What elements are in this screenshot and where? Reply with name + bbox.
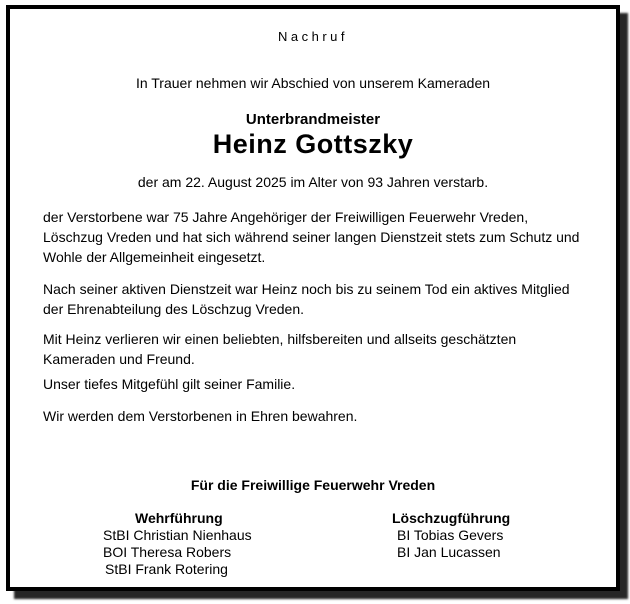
signature-column-right bbox=[392, 510, 510, 561]
column-heading-loeschzugfuehrung: Löschzugführung bbox=[392, 510, 511, 526]
notice-heading: Nachruf bbox=[277, 29, 349, 44]
death-line: der am 22. August 2025 im Alter von 93 Jahren verstarb. bbox=[137, 174, 489, 190]
paragraph-membership: der Verstorbene war 75 Jahre Angehöriger der Freiwilligen Feuerwehr Vreden, Löschzug Vreden und hat sich während seiner langen Dienstzeit stets zum Schutz und Wohle der Allgemeinheit eingesetzt. bbox=[43, 209, 580, 265]
signatory-name: BOI Theresa Robers bbox=[103, 544, 232, 560]
signatory-name: BI Jan Lucassen bbox=[397, 544, 501, 560]
paragraph-honor: Wir werden dem Verstorbenen in Ehren bewahren. bbox=[43, 408, 358, 424]
signature-column-left bbox=[103, 510, 252, 578]
deceased-name: Heinz Gottszky bbox=[212, 129, 414, 159]
signature-title: Für die Freiwillige Feuerwehr Vreden bbox=[190, 477, 436, 493]
paragraph-loss: Mit Heinz verlieren wir einen beliebten, hilfsbereiten und allseits geschätzten Kameraden und Freund. bbox=[43, 331, 517, 367]
signatory-name: StBI Frank Rotering bbox=[105, 561, 228, 577]
paragraph-honorary: Nach seiner aktiven Dienstzeit war Heinz noch bis zu seinem Tod ein aktives Mitglied der Ehrenabteilung des Löschzug Vreden. bbox=[43, 281, 570, 317]
obituary-frame bbox=[6, 5, 620, 591]
paragraph-condolence: Unser tiefes Mitgefühl gilt seiner Familie. bbox=[43, 376, 296, 392]
signatory-name: StBI Christian Nienhaus bbox=[103, 527, 252, 543]
column-heading-wehrfuehrung: Wehrführung bbox=[135, 510, 223, 526]
signatory-name: BI Tobias Gevers bbox=[397, 527, 504, 543]
obituary-content bbox=[10, 9, 616, 587]
deceased-rank: Unterbrandmeister bbox=[245, 111, 381, 128]
intro-text: In Trauer nehmen wir Abschied von unserem Kameraden bbox=[135, 75, 491, 91]
